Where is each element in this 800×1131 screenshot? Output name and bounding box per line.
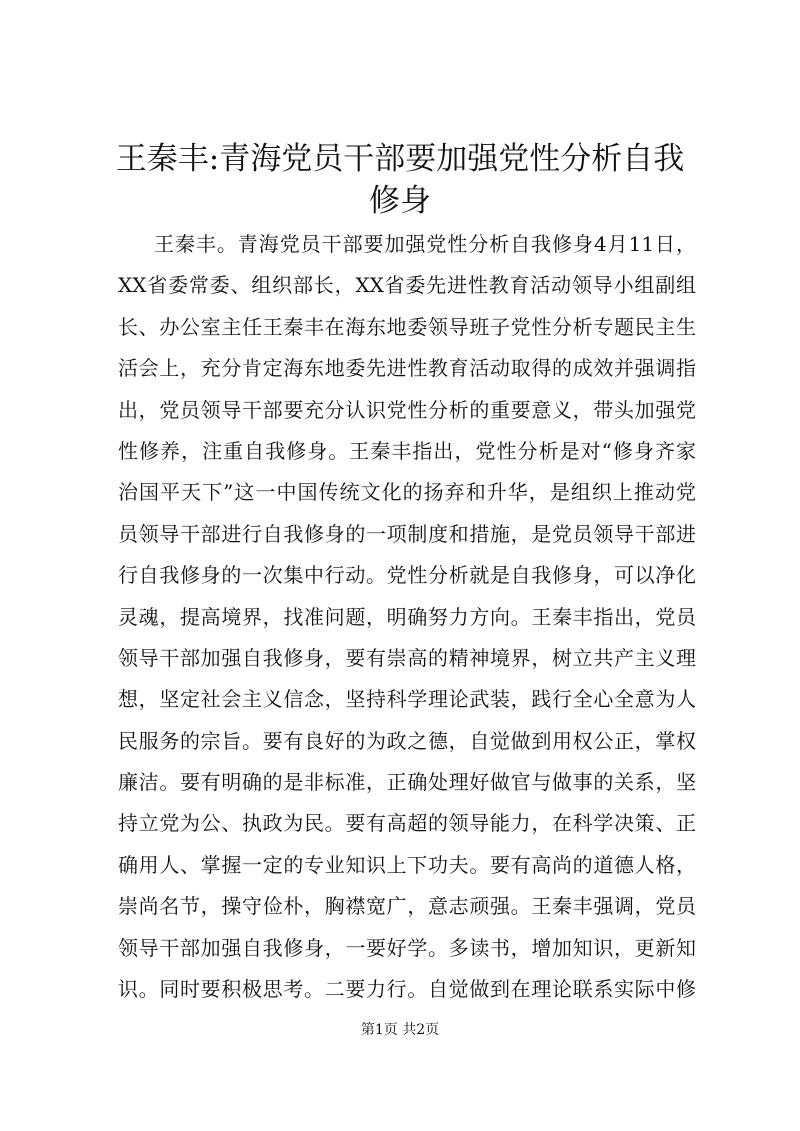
page-footer: 第1页 共2页	[360, 1022, 440, 1038]
document-title: 王秦丰:青海党员干部要加强党性分析自我修身	[115, 141, 685, 219]
document-body	[118, 224, 696, 1010]
body-line: 民服务的宗旨。要有良好的为政之德，自觉做到用权公正，掌权	[118, 728, 696, 753]
body-line: 想，坚定社会主义信念，坚持科学理论武装，践行全心全意为人	[118, 687, 696, 712]
body-line: 领导干部加强自我修身，要有崇高的精神境界，树立共产主义理	[118, 645, 696, 670]
body-line: 长、办公室主任王秦丰在海东地委领导班子党性分析专题民主生	[118, 314, 696, 339]
body-line: 廉洁。要有明确的是非标准，正确处理好做官与做事的关系，坚	[118, 770, 696, 795]
body-line: 活会上，充分肯定海东地委先进性教育活动取得的成效并强调指	[118, 356, 696, 381]
body-line: 崇尚名节，操守俭朴，胸襟宽广，意志顽强。王秦丰强调，党员	[118, 894, 696, 919]
body-line: 行自我修身的一次集中行动。党性分析就是自我修身，可以净化	[118, 563, 696, 588]
body-line: 性修养，注重自我修身。王秦丰指出，党性分析是对“修身齐家	[118, 438, 696, 463]
body-line: 王秦丰。青海党员干部要加强党性分析自我修身4月11日，	[154, 232, 696, 256]
body-line: XX省委常委、组织部长，XX省委先进性教育活动领导小组副组	[118, 273, 696, 298]
body-line: 持立党为公、执政为民。要有高超的领导能力，在科学决策、正	[118, 811, 696, 836]
body-line: 出，党员领导干部要充分认识党性分析的重要意义，带头加强党	[118, 397, 696, 422]
body-line: 确用人、掌握一定的专业知识上下功夫。要有高尚的道德人格，	[118, 852, 696, 877]
body-line: 识。同时要积极思考。二要力行。自觉做到在理论联系实际中修	[118, 977, 696, 1002]
body-line: 灵魂，提高境界，找准问题，明确努力方向。王秦丰指出，党员	[118, 604, 696, 629]
body-line: 领导干部加强自我修身，一要好学。多读书，增加知识，更新知	[118, 935, 696, 960]
body-line: 治国平天下”这一中国传统文化的扬弃和升华，是组织上推动党	[118, 480, 696, 505]
body-line: 员领导干部进行自我修身的一项制度和措施，是党员领导干部进	[118, 521, 696, 546]
